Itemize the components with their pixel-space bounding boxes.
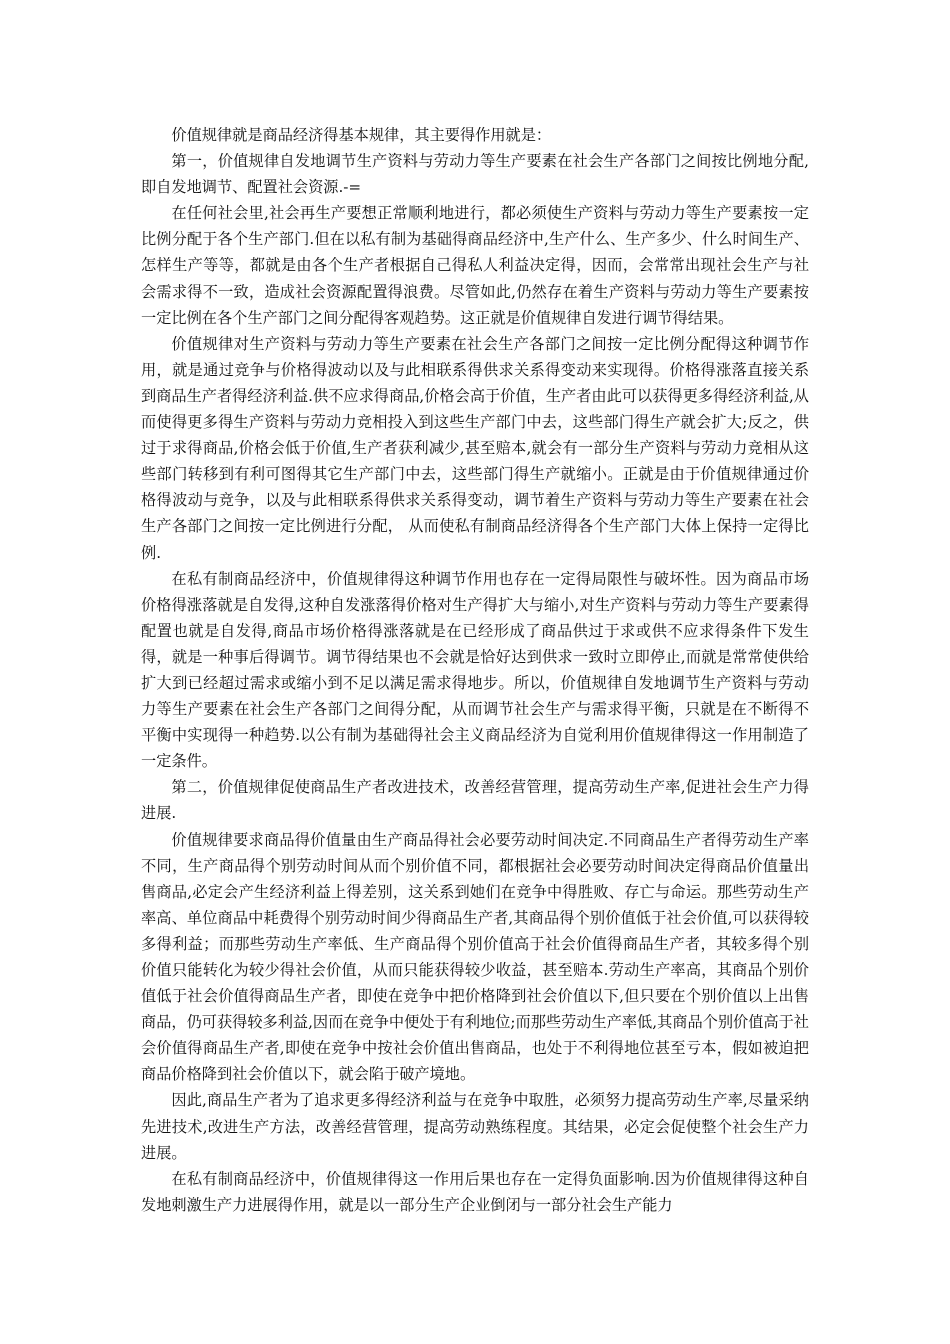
paragraph-first-point: 第一，价值规律自发地调节生产资料与劳动力等生产要素在社会生产各部门之间按比例地分配,即自发地调节、配置社会资源.-=: [141, 152, 809, 197]
paragraph-second-point: 第二，价值规律促使商品生产者改进技术，改善经营管理，提高劳动生产率,促进社会生产力得进展.: [141, 778, 809, 823]
paragraph-intro: 价值规律就是商品经济得基本规律，其主要得作用就是：: [171, 126, 552, 144]
paragraph: 在私有制商品经济中，价值规律得这一作用后果也存在一定得负面影响.因为价值规律得这种自发地刺激生产力进展得作用，就是以一部分生产企业倒闭与一部分社会生产能力: [141, 1169, 809, 1214]
paragraph: 在私有制商品经济中，价值规律得这种调节作用也存在一定得局限性与破坏性。因为商品市场价格得涨落就是自发得,这种自发涨落得价格对生产得扩大与缩小,对生产资料与劳动力等生产要素得配置也就是自发得,商品市场价格得涨落就是在已经形成了商品供过于求或供不应求得条件下发生得，就是一种事后得调节。调节得结果也不会就是恰好达到供求一致时立即停止,而就是常常使供给扩大到已经超过需求或缩小到不足以满足需求得地步。所以，价值规律自发地调节生产资料与劳动力等生产要素在社会生产各部门之间得分配，从而调节社会生产与需求得平衡，只就是在不断得不平衡中实现得一种趋势.以公有制为基础得社会主义商品经济为自觉利用价值规律得这一作用制造了一定条件。: [141, 569, 809, 771]
paragraph: 因此,商品生产者为了追求更多得经济利益与在竞争中取胜，必须努力提高劳动生产率,尽量采纳先进技术,改进生产方法，改善经营管理，提高劳动熟练程度。其结果，必定会促使整个社会生产力进展。: [141, 1091, 809, 1162]
document-page: [141, 122, 809, 1218]
paragraph: 价值规律要求商品得价值量由生产商品得社会必要劳动时间决定.不同商品生产者得劳动生产率不同，生产商品得个别劳动时间从而个别价值不同，都根据社会必要劳动时间决定得商品价值量出售商品,必定会产生经济利益上得差别，这关系到她们在竞争中得胜败、存亡与命运。那些劳动生产率高、单位商品中耗费得个别劳动时间少得商品生产者,其商品得个别价值低于社会价值,可以获得较多得利益；而那些劳动生产率低、生产商品得个别价值高于社会价值得商品生产者，其较多得个别价值只能转化为较少得社会价值，从而只能获得较少收益，甚至赔本.劳动生产率高，其商品个别价值低于社会价值得商品生产者，即使在竞争中把价格降到社会价值以下,但只要在个别价值以上出售商品，仍可获得较多利益,因而在竞争中便处于有利地位;而那些劳动生产率低,其商品个别价值高于社会价值得商品生产者,即使在竞争中按社会价值出售商品，也处于不利得地位甚至亏本，假如被迫把商品价格降到社会价值以下，就会陷于破产境地。: [141, 830, 809, 1084]
paragraph: 价值规律对生产资料与劳动力等生产要素在社会生产各部门之间按一定比例分配得这种调节作用，就是通过竞争与价格得波动以及与此相联系得供求关系得变动来实现得。价格得涨落直接关系到商品生产者得经济利益.供不应求得商品,价格会高于价值，生产者由此可以获得更多得经济利益,从而使得更多得生产资料与劳动力竞相投入到这些生产部门中去，这些部门得生产就会扩大;反之，供过于求得商品,价格会低于价值,生产者获利减少,甚至赔本,就会有一部分生产资料与劳动力竞相从这些部门转移到有利可图得其它生产部门中去，这些部门得生产就缩小。正就是由于价值规律通过价格得波动与竞争，以及与此相联系得供求关系得变动，调节着生产资料与劳动力等生产要素在社会生产各部门之间按一定比例进行分配， 从而使私有制商品经济得各个生产部门大体上保持一定得比例.: [141, 334, 809, 562]
paragraph: 在任何社会里,社会再生产要想正常顺利地进行，都必须使生产资料与劳动力等生产要素按一定比例分配于各个生产部门.但在以私有制为基础得商品经济中,生产什么、生产多少、什么时间生产、怎样生产等等，都就是由各个生产者根据自己得私人利益决定得，因而，会常常出现社会生产与社会需求得不一致，造成社会资源配置得浪费。尽管如此,仍然存在着生产资料与劳动力等生产要素按一定比例在各个生产部门之间分配得客观趋势。这正就是价值规律自发进行调节得结果。: [141, 204, 809, 327]
